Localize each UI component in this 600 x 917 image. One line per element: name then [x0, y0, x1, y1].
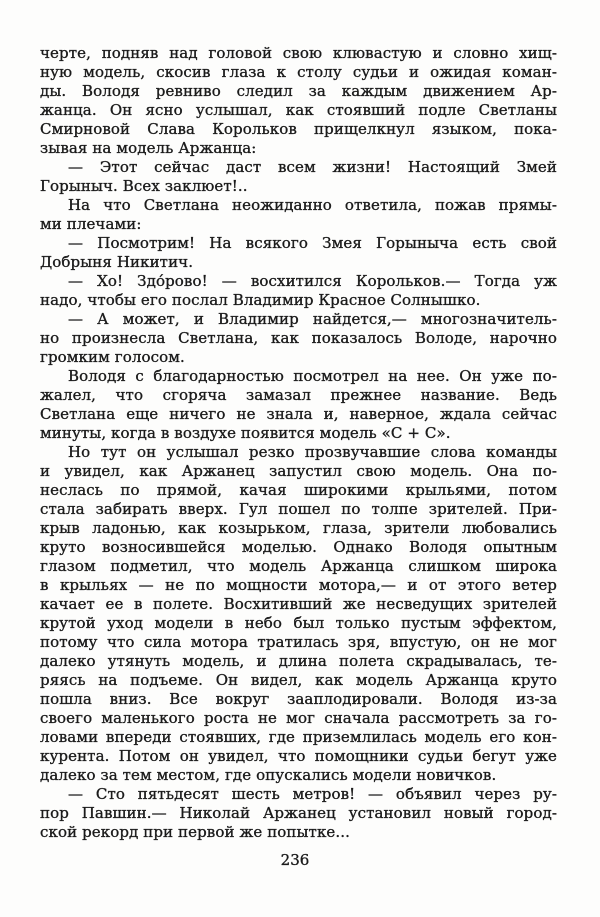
text-line: своего маленького роста не мог сначала рассмотреть за го- [40, 709, 557, 727]
paragraph [40, 785, 557, 842]
text-line: неслась по прямой, качая широкими крыльями, потом [40, 481, 557, 499]
text-line: потому что сила мотора тратилась зря, впустую, он не мог [40, 633, 557, 651]
text-line: далеко за тем местом, где опускались модели новичков. [40, 766, 497, 784]
paragraph [40, 272, 557, 310]
paragraph [40, 443, 557, 785]
text-line: качает ее в полете. Восхитивший же несведущих зрителей [40, 595, 557, 613]
text-line: в крыльях — не по мощности мотора,— и от этого ветер [40, 576, 557, 594]
paragraph [40, 196, 557, 234]
paragraph [40, 367, 557, 443]
text-line: громким голосом. [40, 348, 185, 366]
text-line: глазом подметил, что модель Аржанца слишком широка [40, 557, 557, 575]
text-line: но произнесла Светлана, как показалось Володе, нарочно [40, 329, 557, 347]
text-line: пошла вниз. Все вокруг зааплодировали. Володя из-за [40, 690, 557, 708]
page-text [40, 44, 557, 842]
text-line: пор Павшин.— Николай Аржанец установил новый город- [40, 804, 557, 822]
text-line: далеко утянуть модель, и длина полета скрадывалась, те- [40, 652, 557, 670]
text-line: Но тут он услышал резко прозвучавшие слова команды [68, 443, 557, 461]
text-line: Смирновой Слава Корольков прищелкнул языком, пока- [40, 120, 557, 138]
text-line: жанца. Он ясно услышал, как стоявший подле Светланы [40, 101, 557, 119]
text-line: надо, чтобы его послал Владимир Красное Солнышко. [40, 291, 481, 309]
text-line: жалел, что сгоряча замазал прежнее название. Ведь [40, 386, 557, 404]
text-line: ловами впереди стоявших, где приземлилась модель его кон- [40, 728, 557, 746]
text-line: зывая на модель Аржанца: [40, 139, 257, 157]
page-number: 236 [280, 851, 310, 869]
text-line: ряясь на подъеме. Он видел, как модель Аржанца круто [40, 671, 557, 689]
text-line: — А может, и Владимир найдется,— многозначитель- [68, 310, 557, 328]
text-line: ми плечами: [40, 215, 142, 233]
paragraph [40, 44, 557, 158]
text-line: черте, подняв над головой свою клювастую и словно хищ- [40, 44, 557, 62]
paragraph [40, 234, 557, 272]
text-line: крутой уход модели в небо был только пустым эффектом, [40, 614, 557, 632]
text-line: Добрыня Никитич. [40, 253, 194, 271]
text-line: круто возносившейся моделью. Однако Володя опытным [40, 538, 557, 556]
text-line: стала забирать вверх. Гул пошел по толпе зрителей. При- [40, 500, 557, 518]
text-line: курента. Потом он увидел, что помощники судьи бегут уже [40, 747, 557, 765]
text-line: минуты, когда в воздухе появится модель «С + С». [40, 424, 451, 442]
text-line: крыв ладонью, как козырьком, глаза, зрители любовались [40, 519, 557, 537]
text-line: Светлана еще ничего не знала и, наверное, ждала сейчас [40, 405, 557, 423]
text-line: ную модель, скосив глаза к столу судьи и ожидая коман- [40, 63, 557, 81]
text-line: ды. Володя ревниво следил за каждым движением Ар- [40, 82, 557, 100]
text-line: — Этот сейчас даст всем жизни! Настоящий Змей [68, 158, 557, 176]
text-line: — Сто пятьдесят шесть метров! — объявил через ру- [68, 785, 557, 803]
text-line: Володя с благодарностью посмотрел на нее. Он уже по- [68, 367, 557, 385]
text-line: Горыныч. Всех заклюет!.. [40, 177, 248, 195]
paragraph [40, 310, 557, 367]
text-line: — Хо! Здо́рово! — восхитился Корольков.— Тогда уж [68, 272, 557, 290]
paragraph [40, 158, 557, 196]
text-line: На что Светлана неожиданно ответила, пожав прямы- [68, 196, 557, 214]
text-line: и увидел, как Аржанец запустил свою модель. Она по- [40, 462, 557, 480]
text-line: — Посмотрим! На всякого Змея Горыныча есть свой [68, 234, 557, 252]
text-line: ской рекорд при первой же попытке... [40, 823, 351, 841]
